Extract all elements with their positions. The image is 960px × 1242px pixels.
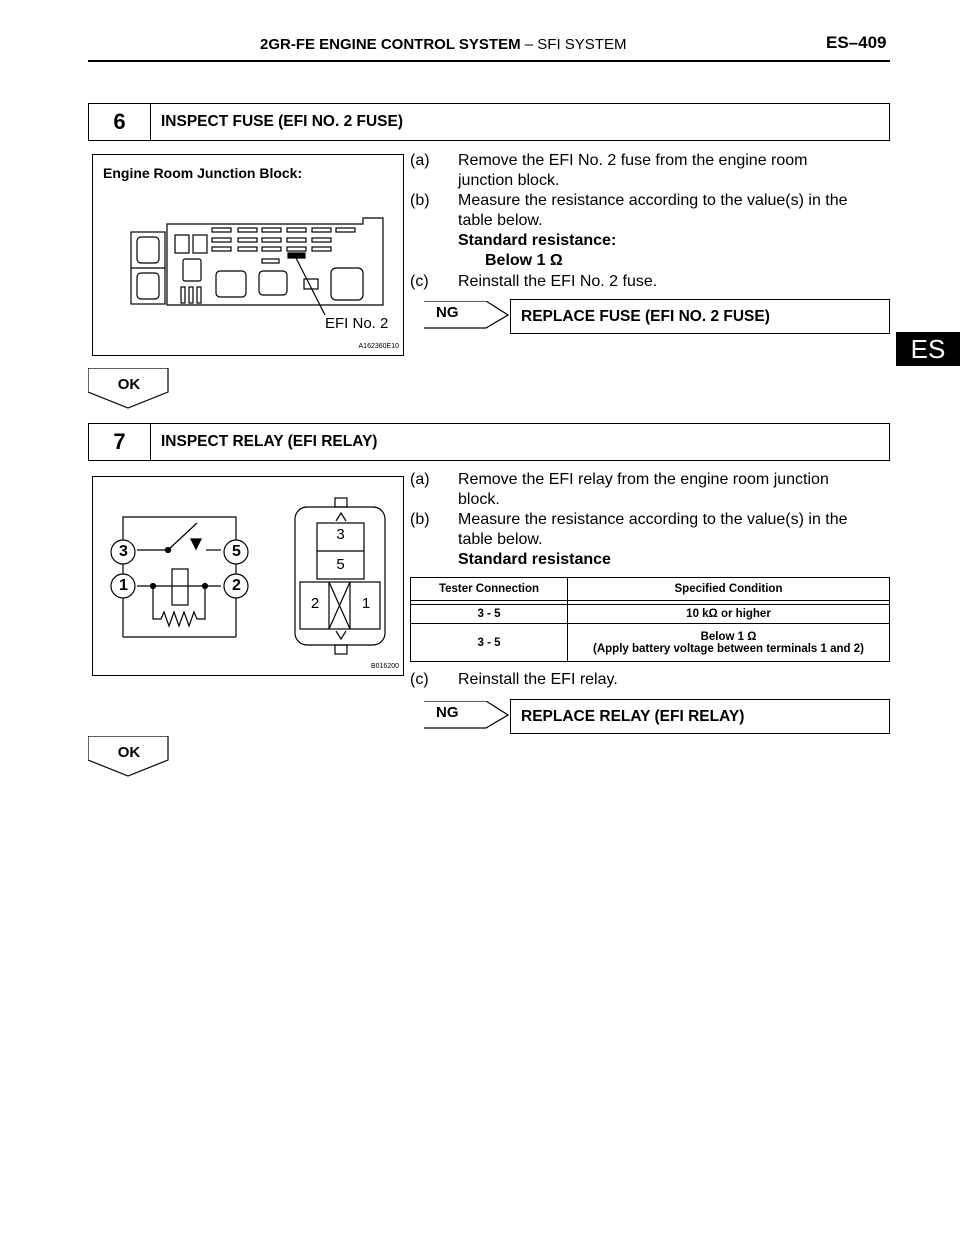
- table-cell-line: (Apply battery voltage between terminals 1 and 2): [593, 642, 864, 655]
- instruction-text-cont: junction block.: [458, 172, 560, 189]
- section-tab: ES: [896, 332, 960, 366]
- header-title-main: 2GR-FE ENGINE CONTROL SYSTEM: [260, 36, 521, 53]
- instruction-text: Remove the EFI relay from the engine room junction: [458, 471, 829, 488]
- header-title: [260, 36, 626, 53]
- ok-label: OK: [117, 376, 141, 393]
- relay-pin-5-label: 5: [336, 556, 345, 573]
- relay-circuit-diagram: [93, 477, 403, 675]
- resistance-spec-table: [410, 577, 890, 662]
- instruction-text-cont: table below.: [458, 212, 543, 229]
- relay-figure: [92, 476, 404, 676]
- header-rule: [88, 60, 890, 62]
- table-row: [411, 624, 890, 662]
- junction-block-figure: [92, 154, 404, 356]
- relay-pin-2-label: 2: [310, 595, 320, 612]
- terminal-3-label: 3: [119, 543, 128, 560]
- relay-pin-1-label: 1: [361, 595, 371, 612]
- ng-label: NG: [436, 304, 459, 321]
- callout-leader: [296, 258, 325, 315]
- standard-resistance-value: Below 1 Ω: [485, 252, 563, 269]
- instruction-label: (a): [410, 471, 430, 488]
- header-title-sub: – SFI SYSTEM: [524, 36, 627, 53]
- table-header-cell: Specified Condition: [568, 578, 890, 601]
- instruction-label: (b): [410, 192, 430, 209]
- instruction-text: Remove the EFI No. 2 fuse from the engine room: [458, 152, 808, 169]
- replace-fuse-box: REPLACE FUSE (EFI NO. 2 FUSE): [510, 299, 890, 334]
- replace-relay-box: REPLACE RELAY (EFI RELAY): [510, 699, 890, 734]
- instruction-text-cont: table below.: [458, 531, 543, 548]
- instruction-label: (b): [410, 511, 430, 528]
- table-header-cell: Tester Connection: [411, 578, 568, 601]
- terminal-1-label: 1: [119, 577, 128, 594]
- instruction-text: Measure the resistance according to the value(s) in the: [458, 511, 848, 528]
- table-header-row: [411, 578, 890, 601]
- page-number: ES–409: [826, 33, 887, 52]
- terminal-2-label: 2: [232, 577, 241, 594]
- instruction-label: (a): [410, 152, 430, 169]
- instruction-label: (c): [410, 273, 429, 290]
- instruction-text-cont: block.: [458, 491, 500, 508]
- standard-resistance-label: Standard resistance: [458, 551, 611, 568]
- standard-resistance-label: Standard resistance:: [458, 232, 617, 249]
- ng-label: NG: [436, 704, 459, 721]
- junction-block-body: [167, 218, 383, 305]
- step-7-header: [88, 423, 890, 461]
- instruction-text: Reinstall the EFI No. 2 fuse.: [458, 273, 658, 290]
- relay-pin-3-label: 3: [336, 526, 345, 543]
- step-6-title: INSPECT FUSE (EFI NO. 2 FUSE): [161, 113, 403, 130]
- terminal-5-label: 5: [232, 543, 241, 560]
- step-6-number: 6: [89, 104, 151, 140]
- instruction-label: (c): [410, 671, 429, 688]
- efi-no2-fuse: [288, 253, 305, 258]
- fuse-callout-label: EFI No. 2: [325, 315, 389, 332]
- table-cell: [568, 624, 890, 662]
- table-cell-line: Below 1 Ω: [700, 630, 757, 643]
- table-cell: 3 - 5: [411, 624, 568, 662]
- instruction-text: Reinstall the EFI relay.: [458, 671, 618, 688]
- figure-code: B016200: [370, 663, 399, 670]
- instruction-text: Measure the resistance according to the value(s) in the: [458, 192, 848, 209]
- table-cell: 3 - 5: [411, 605, 568, 624]
- step-7-title: INSPECT RELAY (EFI RELAY): [161, 433, 378, 450]
- step-7-number: 7: [89, 424, 151, 460]
- table-row: [411, 605, 890, 624]
- table-cell: 10 kΩ or higher: [568, 605, 890, 624]
- step-6-header: [88, 103, 890, 141]
- figure-caption: Engine Room Junction Block:: [103, 165, 303, 181]
- figure-code: A162360E10: [358, 343, 399, 350]
- ok-label: OK: [117, 744, 141, 761]
